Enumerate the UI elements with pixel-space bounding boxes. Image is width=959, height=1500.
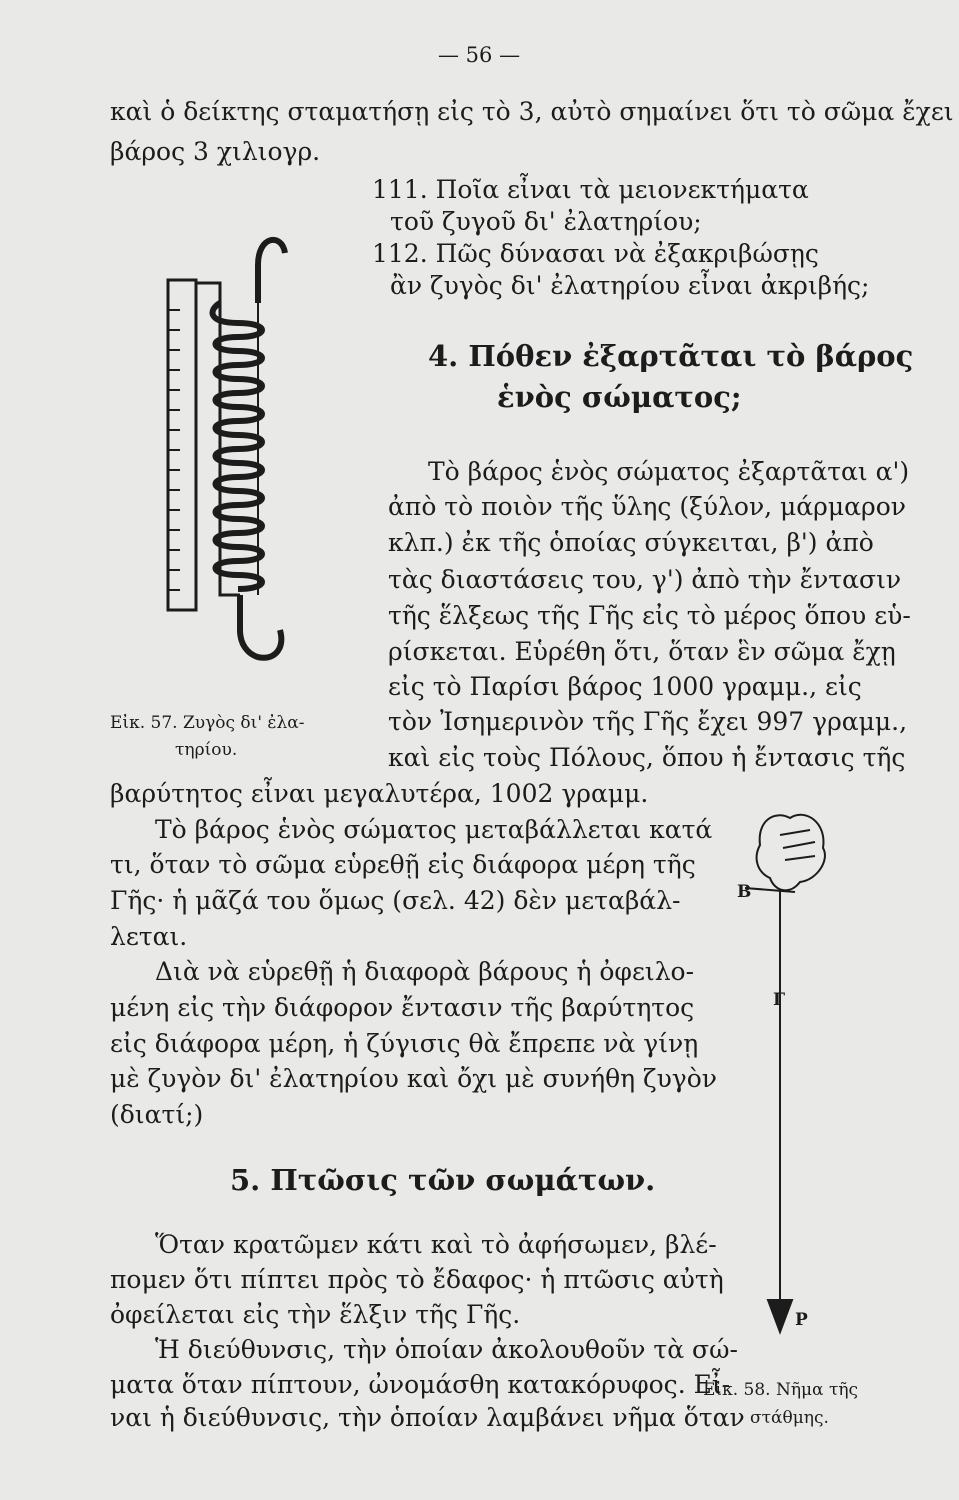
figure-58-caption: στάθμης. [750, 1408, 829, 1428]
page-number: — 56 — [438, 43, 521, 67]
text-line: βάρος 3 χιλιογρ. [110, 137, 321, 166]
paragraph-line: Ἡ διεύθυνσις, τὴν ὁποίαν ἀκολουθοῦν τὰ σώ- [155, 1335, 738, 1364]
paragraph-line: τὸν Ἰσημερινὸν τῆς Γῆς ἔχει 997 γραμμ., [388, 707, 908, 736]
section-heading-5: 5. Πτῶσις τῶν σωμάτων. [230, 1163, 656, 1197]
figure-57-caption: Εἰκ. 57. Ζυγὸς δι' ἐλα- [110, 713, 305, 733]
question-111: 111. Ποῖα εἶναι τὰ μειονεκτήματα [372, 175, 809, 204]
paragraph-line: μὲ ζυγὸν δι' ἐλατηρίου καὶ ὄχι μὲ συνήθη ζυγὸν [110, 1064, 717, 1093]
plumb-line-figure [735, 800, 855, 1360]
paragraph-line: τὰς διαστάσεις του, γ') ἀπὸ τὴν ἔντασιν [388, 565, 902, 594]
paragraph-line: εἰς τὸ Παρίσι βάρος 1000 γραμμ., εἰς [388, 672, 862, 701]
question-112: 112. Πῶς δύνασαι νὰ ἐξακριβώσῃς [372, 239, 819, 268]
paragraph-line: τῆς ἕλξεως τῆς Γῆς εἰς τὸ μέρος ὅπου εὑ- [388, 601, 911, 630]
figure-57-caption: τηρίου. [175, 740, 238, 760]
plumb-label-b: B [737, 882, 752, 902]
paragraph-line: καὶ εἰς τοὺς Πόλους, ὅπου ἡ ἔντασις τῆς [388, 743, 906, 772]
paragraph-line: ρίσκεται. Εὑρέθη ὅτι, ὅταν ἓν σῶμα ἔχῃ [388, 637, 896, 666]
plumb-label-p: P [795, 1310, 808, 1330]
paragraph-line: (διατί;) [110, 1100, 204, 1129]
paragraph-line: Διὰ νὰ εὑρεθῇ ἡ διαφορὰ βάρους ἡ ὀφειλο- [155, 957, 695, 986]
paragraph-line: πομεν ὅτι πίπτει πρὸς τὸ ἔδαφος· ἡ πτῶσις αὐτὴ [110, 1265, 724, 1294]
text-line: καὶ ὁ δείκτης σταματήσῃ εἰς τὸ 3, αὐτὸ σημαίνει ὅτι τὸ σῶμα ἔχει [110, 97, 954, 126]
paragraph-line: ναι ἡ διεύθυνσις, τὴν ὁποίαν λαμβάνει νῆμα ὅταν [110, 1403, 745, 1432]
paragraph-line: ἀπὸ τὸ ποιὸν τῆς ὕλης (ξύλον, μάρμαρον [388, 492, 906, 521]
paragraph-line: κλπ.) ἐκ τῆς ὁποίας σύγκειται, β') ἀπὸ [388, 528, 874, 557]
question-111: τοῦ ζυγοῦ δι' ἐλατηρίου; [390, 207, 702, 236]
paragraph-line: Τὸ βάρος ἑνὸς σώματος μεταβάλλεται κατά [155, 815, 713, 844]
paragraph-line: ματα ὅταν πίπτουν, ὠνομάσθη κατακόρυφος. Εἶ- [110, 1370, 731, 1399]
spring-balance-figure [150, 205, 310, 695]
figure-58-caption: Εἰκ. 58. Νῆμα τῆς [703, 1380, 859, 1400]
paragraph-line: Γῆς· ἡ μᾶζά του ὅμως (σελ. 42) δὲν μεταβάλ- [110, 886, 681, 915]
paragraph-line: ὀφείλεται εἰς τὴν ἕλξιν τῆς Γῆς. [110, 1300, 521, 1329]
question-112: ἂν ζυγὸς δι' ἐλατηρίου εἶναι ἀκριβής; [390, 271, 870, 300]
plumb-label-g: Γ [773, 990, 786, 1010]
paragraph-line: τι, ὅταν τὸ σῶμα εὑρεθῇ εἰς διάφορα μέρη τῆς [110, 850, 696, 879]
section-heading-4: ἑνὸς σώματος; [497, 380, 742, 414]
paragraph-line: Τὸ βάρος ἑνὸς σώματος ἐξαρτᾶται α') [428, 457, 910, 486]
paragraph-line: βαρύτητος εἶναι μεγαλυτέρα, 1002 γραμμ. [110, 779, 649, 808]
paragraph-line: Ὅταν κρατῶμεν κάτι καὶ τὸ ἀφήσωμεν, βλέ- [155, 1230, 717, 1259]
paragraph-line: λεται. [110, 922, 188, 951]
paragraph-line: εἰς διάφορα μέρη, ἡ ζύγισις θὰ ἔπρεπε νὰ γίνῃ [110, 1029, 699, 1058]
paragraph-line: μένη εἰς τὴν διάφορον ἔντασιν τῆς βαρύτητος [110, 993, 695, 1022]
section-heading-4: 4. Πόθεν ἐξαρτᾶται τὸ βάρος [428, 339, 914, 373]
